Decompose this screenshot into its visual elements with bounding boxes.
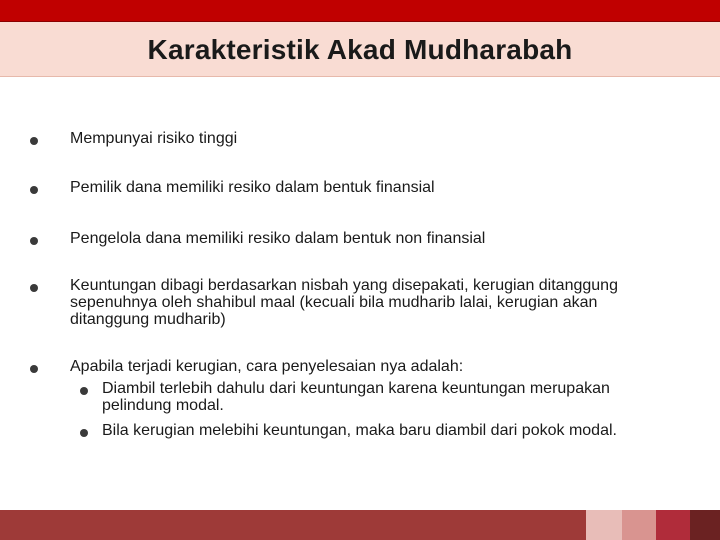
footer-segment [622, 510, 656, 540]
bullet-dot-icon [30, 186, 38, 194]
sub-bullet-text: Diambil terlebih dahulu dari keuntungan karena keuntungan merupakan pelindung modal. [102, 380, 610, 414]
bullet-text: Keuntungan dibagi berdasarkan nisbah yang disepakati, kerugian ditanggung sepenuhnya oleh shahibul maal (kecuali bila mudharib lalai, kerugian akan ditanggung mudharib) [70, 277, 618, 328]
bullet-text: Mempunyai risiko tinggi [70, 130, 238, 147]
bullet-dot-icon [30, 365, 38, 373]
bullet-text: Pemilik dana memiliki resiko dalam bentuk finansial [70, 179, 435, 196]
bullet-text: Pengelola dana memiliki resiko dalam bentuk non finansial [70, 230, 486, 247]
sub-bullet-text: Bila kerugian melebihi keuntungan, maka baru diambil dari pokok modal. [102, 422, 617, 439]
footer-segment [0, 510, 586, 540]
bullet-dot-icon [80, 387, 88, 395]
footer-segment [586, 510, 622, 540]
bullet-dot-icon [80, 429, 88, 437]
footer-segment [656, 510, 690, 540]
bullet-dot-icon [30, 237, 38, 245]
bullet-text: Apabila terjadi kerugian, cara penyelesaian nya adalah: [70, 358, 464, 375]
bullet-dot-icon [30, 284, 38, 292]
slide-title: Karakteristik Akad Mudharabah [147, 34, 573, 65]
footer-segment [690, 510, 720, 540]
footer-bar [0, 510, 720, 540]
bullet-dot-icon [30, 137, 38, 145]
